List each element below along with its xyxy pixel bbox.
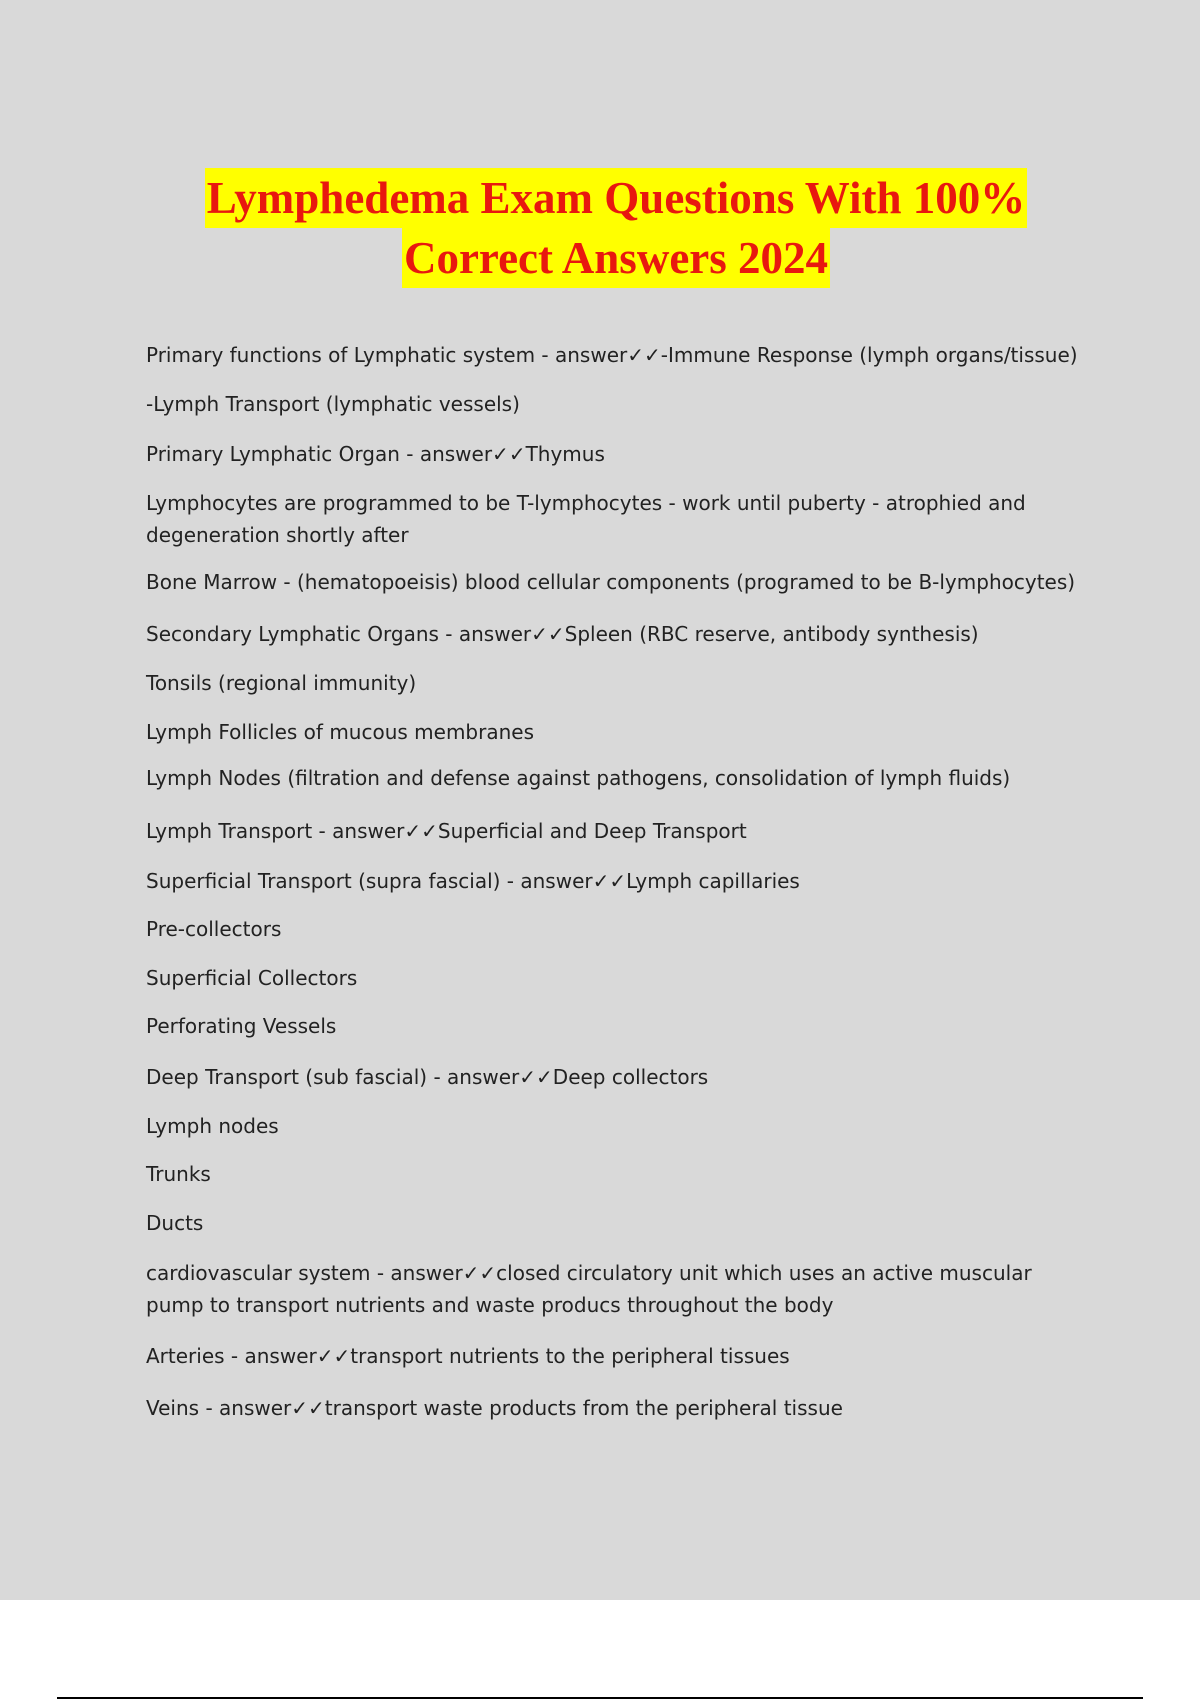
title-line-1: Lymphedema Exam Questions With 100% xyxy=(205,168,1027,228)
paragraph: Bone Marrow - (hematopoeisis) blood cellular components (programed to be B-lymphocytes) xyxy=(146,570,1076,594)
title-line-2: Correct Answers 2024 xyxy=(402,228,830,288)
paragraph: Lymph nodes xyxy=(146,1114,279,1138)
bottom-divider xyxy=(57,1697,1143,1699)
paragraph: Lymph Nodes (filtration and defense against pathogens, consolidation of lymph fluids) xyxy=(146,766,1011,790)
paragraph: Ducts xyxy=(146,1211,204,1235)
paragraph: Primary Lymphatic Organ - answer✓✓Thymus xyxy=(146,442,605,466)
paragraph: Secondary Lymphatic Organs - answer✓✓Spleen (RBC reserve, antibody synthesis) xyxy=(146,622,979,646)
paragraph: -Lymph Transport (lymphatic vessels) xyxy=(146,392,520,416)
paragraph: Lymph Transport - answer✓✓Superficial and Deep Transport xyxy=(146,819,747,843)
paragraph: Deep Transport (sub fascial) - answer✓✓Deep collectors xyxy=(146,1065,709,1089)
paragraph: Lymph Follicles of mucous membranes xyxy=(146,720,535,744)
document-title xyxy=(0,168,1200,288)
paragraph: Perforating Vessels xyxy=(146,1014,337,1038)
paragraph: Primary functions of Lymphatic system - answer✓✓-Immune Response (lymph organs/tissue) xyxy=(146,343,1078,367)
paragraph: Trunks xyxy=(146,1162,211,1186)
paragraph: Lymphocytes are programmed to be T-lymphocytes - work until puberty - atrophied and degeneration shortly after xyxy=(146,491,1026,547)
paragraph: Arteries - answer✓✓transport nutrients to the peripheral tissues xyxy=(146,1344,790,1368)
paragraph: Pre-collectors xyxy=(146,917,282,941)
paragraph: Superficial Collectors xyxy=(146,966,358,990)
paragraph: Tonsils (regional immunity) xyxy=(146,671,417,695)
paragraph: cardiovascular system - answer✓✓closed circulatory unit which uses an active muscular pump to transport nutrients and waste producs throughout the body xyxy=(146,1261,1032,1317)
paragraph: Superficial Transport (supra fascial) - answer✓✓Lymph capillaries xyxy=(146,869,800,893)
paragraph: Veins - answer✓✓transport waste products from the peripheral tissue xyxy=(146,1396,843,1420)
